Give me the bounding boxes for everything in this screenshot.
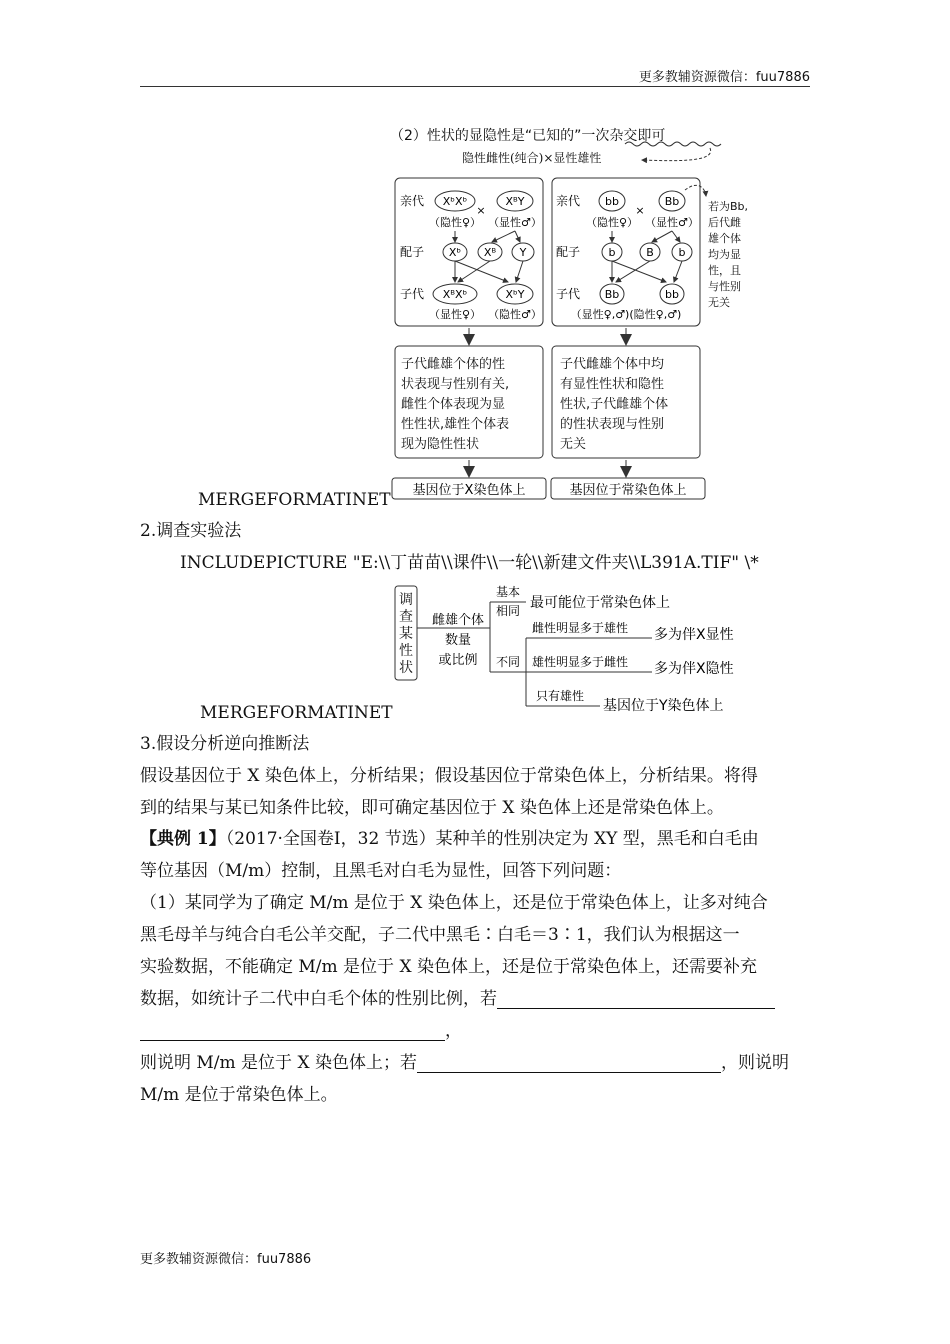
svg-text:bb: bb (605, 195, 619, 208)
svg-text:基本: 基本 (495, 585, 521, 599)
svg-text:配子: 配子 (556, 245, 581, 259)
page-header (140, 64, 810, 87)
svg-text:配子: 配子 (400, 245, 425, 259)
svg-text:只有雄性: 只有雄性 (536, 689, 585, 703)
svg-text:（隐性♂）: （隐性♂） (488, 308, 542, 321)
header-text: 更多教辅资源微信：fuu7886 (638, 70, 810, 85)
svg-text:均为显: 均为显 (708, 248, 741, 261)
example-line: 等位基因（M/m）控制，且黑毛对白毛为显性，回答下列问题： (140, 861, 622, 881)
svg-text:多为伴X显性: 多为伴X显性 (654, 627, 734, 643)
svg-text:基因位于X染色体上: 基因位于X染色体上 (412, 483, 526, 498)
answer-blank-1-cont[interactable] (140, 1022, 445, 1041)
svg-text:某: 某 (399, 626, 413, 642)
svg-text:B: B (646, 246, 654, 259)
example-tag: 【典例 1】 (140, 829, 226, 849)
svg-text:与性别: 与性别 (708, 280, 741, 293)
survey-diagram (390, 580, 760, 715)
svg-text:调: 调 (399, 592, 413, 608)
svg-text:亲代: 亲代 (400, 194, 425, 208)
svg-text:数量: 数量 (444, 633, 472, 648)
question-line: ， (140, 1021, 462, 1041)
include-picture-field: INCLUDEPICTURE "E:\\丁苗苗\\课件\\一轮\\新建文件夹\\L391A.TIF" \* (180, 553, 759, 573)
svg-text:若为Bb,: 若为Bb, (708, 200, 749, 213)
svg-text:或比例: 或比例 (438, 653, 478, 668)
svg-text:不同: 不同 (495, 655, 521, 669)
section-2-heading: 2.调查实验法 (140, 521, 242, 541)
svg-text:Y: Y (519, 246, 527, 259)
svg-text:b: b (608, 246, 616, 259)
svg-text:最可能位于常染色体上: 最可能位于常染色体上 (530, 595, 670, 611)
svg-text:性，且: 性，且 (708, 264, 741, 277)
svg-text:（显性♂）: （显性♂） (645, 216, 699, 229)
svg-text:（显性♀）: （显性♀） (428, 308, 482, 321)
cross-diagram (380, 120, 770, 505)
question-line: 数据，如统计子二代中白毛个体的性别比例，若 (140, 989, 775, 1009)
svg-text:Xᵇ: Xᵇ (448, 246, 462, 259)
svg-text:无关: 无关 (708, 296, 730, 309)
svg-text:雄个体: 雄个体 (708, 232, 741, 245)
question-line: （1）某同学为了确定 M/m 是位于 X 染色体上，还是位于常染色体上，让多对纯合 (140, 893, 768, 913)
side-note (708, 199, 748, 309)
svg-text:XᵇXᵇ: XᵇXᵇ (442, 195, 468, 208)
svg-text:状: 状 (399, 660, 413, 676)
svg-text:bb: bb (665, 288, 679, 301)
svg-text:子代: 子代 (400, 287, 425, 301)
svg-text:基因位于Y染色体上: 基因位于Y染色体上 (603, 698, 724, 714)
question-line: M/m 是位于常染色体上。 (140, 1085, 338, 1105)
svg-text:（显性♀,♂)(隐性♀,♂): （显性♀,♂)(隐性♀,♂) (570, 308, 682, 321)
diagram-title: （2）性状的显隐性是“已知的”一次杂交即可 (390, 128, 666, 144)
page-footer: 更多教辅资源微信：fuu7886 (140, 1252, 312, 1267)
merge-field-1: MERGEFORMATINET (198, 490, 391, 510)
svg-text:雄性明显多于雌性: 雄性明显多于雌性 (532, 655, 629, 669)
question-line: 黑毛母羊与纯合白毛公羊交配，子二代中黑毛∶白毛＝3∶1，我们认为根据这一 (140, 925, 740, 945)
section-3-heading: 3.假设分析逆向推断法 (140, 734, 310, 754)
svg-text:的性状表现与性别: 的性状表现与性别 (560, 417, 665, 432)
svg-text:基因位于常染色体上: 基因位于常染色体上 (569, 483, 687, 498)
paragraph-line: 假设基因位于 X 染色体上，分析结果；假设基因位于常染色体上，分析结果。将得 (140, 766, 758, 786)
example-line: 【典例 1】（2017·全国卷Ⅰ，32 节选）某种羊的性别决定为 XY 型，黑毛和白毛由 (140, 829, 759, 849)
svg-text:×: × (476, 204, 486, 217)
handwritten-note: 隐性雌性(纯合)×显性雄性 (462, 151, 602, 165)
svg-text:子代: 子代 (556, 287, 581, 301)
svg-text:子代雌雄个体的性: 子代雌雄个体的性 (401, 357, 506, 372)
svg-text:性: 性 (399, 643, 413, 659)
svg-text:雌雄个体: 雌雄个体 (431, 613, 485, 628)
answer-blank-1[interactable] (497, 990, 775, 1009)
svg-text:Bb: Bb (604, 288, 620, 301)
svg-text:Xᴮ: Xᴮ (483, 246, 497, 259)
svg-text:现为隐性性状: 现为隐性性状 (401, 437, 480, 452)
svg-text:b: b (678, 246, 686, 259)
question-line: 则说明 M/m 是位于 X 染色体上；若 ，则说明 (140, 1053, 789, 1073)
svg-text:性状,子代雌雄个体: 性状,子代雌雄个体 (560, 397, 669, 412)
svg-text:无关: 无关 (560, 437, 587, 452)
svg-text:（隐性♀）: （隐性♀） (585, 216, 639, 229)
question-line: 实验数据，不能确定 M/m 是位于 X 染色体上，还是位于常染色体上，还需要补充 (140, 957, 757, 977)
svg-text:（隐性♀）: （隐性♀） (428, 216, 482, 229)
svg-text:查: 查 (399, 609, 413, 625)
paragraph-line: 到的结果与某已知条件比较，即可确定基因位于 X 染色体上还是常染色体上。 (140, 798, 724, 818)
svg-text:XᵇY: XᵇY (505, 288, 525, 301)
svg-text:多为伴X隐性: 多为伴X隐性 (654, 661, 734, 677)
svg-text:相同: 相同 (495, 604, 521, 618)
svg-text:Bb: Bb (664, 195, 680, 208)
svg-text:雌性个体表现为显: 雌性个体表现为显 (401, 397, 506, 412)
svg-text:（显性♂）: （显性♂） (488, 216, 542, 229)
svg-text:后代雌: 后代雌 (708, 216, 741, 229)
svg-text:雌性明显多于雄性: 雌性明显多于雄性 (532, 621, 629, 635)
svg-text:亲代: 亲代 (556, 194, 581, 208)
svg-text:性性状,雄性个体表: 性性状,雄性个体表 (401, 417, 510, 432)
svg-text:状表现与性别有关,: 状表现与性别有关, (401, 377, 510, 392)
svg-text:有显性性状和隐性: 有显性性状和隐性 (560, 377, 665, 392)
svg-text:XᴮY: XᴮY (505, 195, 525, 208)
svg-text:子代雌雄个体中均: 子代雌雄个体中均 (560, 357, 665, 372)
answer-blank-2[interactable] (417, 1054, 721, 1073)
merge-field-2: MERGEFORMATINET (200, 703, 393, 723)
svg-text:XᴮXᵇ: XᴮXᵇ (442, 288, 468, 301)
svg-text:×: × (635, 204, 645, 217)
